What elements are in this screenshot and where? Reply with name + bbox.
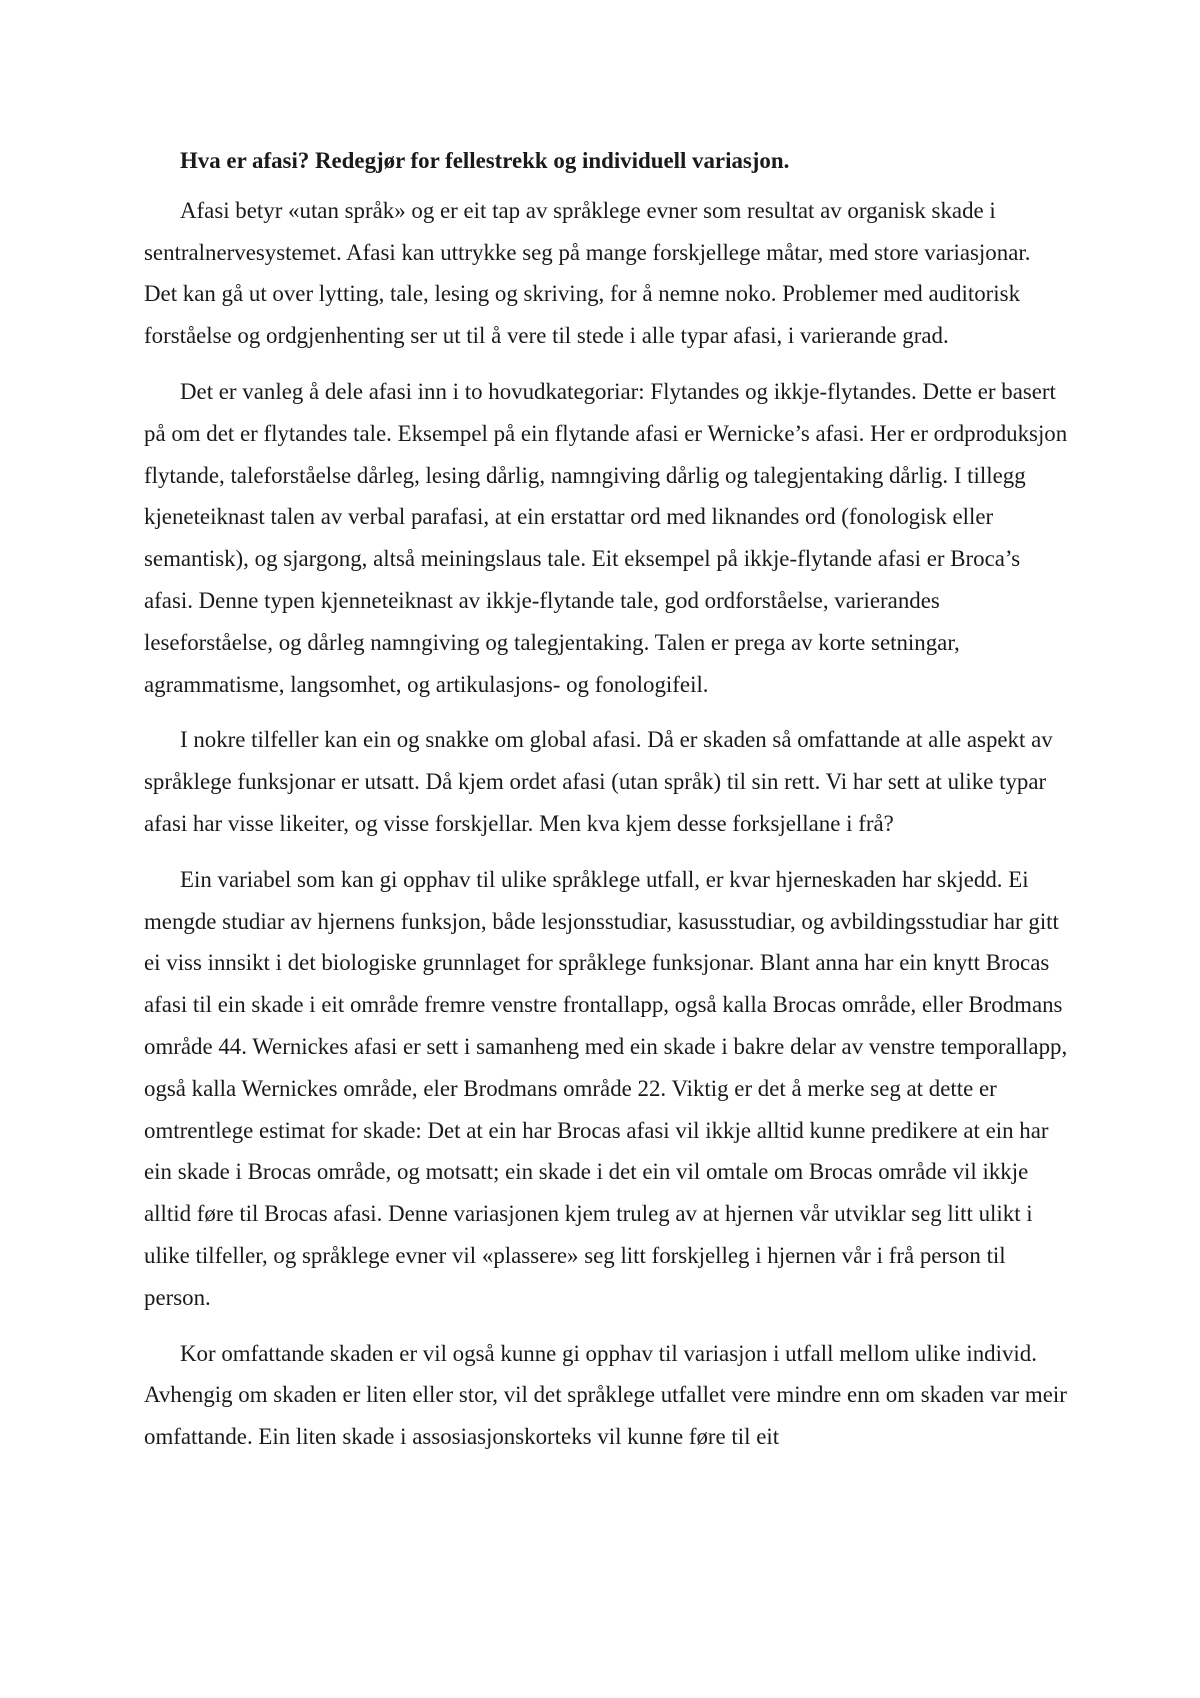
document-title: Hva er afasi? Redegjør for fellestrekk og individuell variasjon. — [180, 148, 790, 173]
paragraph-global-aphasia: I nokre tilfeller kan ein og snakke om global afasi. Då er skaden så omfattande at alle aspekt av språklege funksjonar er utsatt. Då kjem ordet afasi (utan språk) til sin rett. Vi har sett at ulike typar afasi har visse likeiter, og visse forskjellar. Men kva kjem desse forksjellane i frå? — [144, 727, 1053, 836]
paragraph-lesion-location: Ein variabel som kan gi opphav til ulike språklege utfall, er kvar hjerneskaden har skjedd. Ei mengde studiar av hjernens funksjon, både lesjonsstudiar, kasusstudiar, og avbildingsstudiar har gitt ei viss innsikt i det biologiske grunnlaget for språklege funksjonar. Blant anna har ein knytt Brocas afasi til ein skade i eit område fremre venstre frontallapp, også kalla Brocas område, eller Brodmans område 44. Wernickes afasi er sett i samanheng med ein skade i bakre delar av venstre temporallapp, også kalla Wernickes område, eler Brodmans område 22. Viktig er det å merke seg at dette er omtrentlege estimat for skade: Det at ein har Brocas afasi vil ikkje alltid kunne predikere at ein har ein skade i Brocas område, og motsatt; ein skade i det ein vil omtale om Brocas område vil ikkje alltid føre til Brocas afasi. Denne variasjonen kjem truleg av at hjernen vår utviklar seg litt ulikt i ulike tilfeller, og språklege evner vil «plassere» seg litt forskjelleg i hjernen vår i frå person til person. — [144, 866, 1068, 1310]
paragraph-definition: Afasi betyr «utan språk» og er eit tap av språklege evner som resultat av organisk skade i sentralnervesystemet. Afasi kan uttrykke seg på mange forskjellege måtar, med store variasjonar. Det kan gå ut over lytting, tale, lesing og skriving, for å nemne noko. Problemer med auditorisk forståelse og ordgjenhenting ser ut til å vere til stede i alle typar afasi, i varierande grad. — [144, 197, 1031, 349]
document-body — [144, 140, 1069, 1472]
paragraph-lesion-extent: Kor omfattande skaden er vil også kunne gi opphav til variasjon i utfall mellom ulike individ. Avhengig om skaden er liten eller stor, vil det språklege utfallet vere mindre enn om skaden var meir omfattande. Ein liten skade i assosiasjonskorteks vil kunne føre til eit — [144, 1340, 1067, 1450]
paragraph-categories: Det er vanleg å dele afasi inn i to hovudkategoriar: Flytandes og ikkje-flytandes. Dette er basert på om det er flytandes tale. Eksempel på ein flytande afasi er Wernicke’s afasi. Her er ordproduksjon flytande, taleforståelse dårleg, lesing dårlig, namngiving dårlig og talegjentaking dårlig. I tillegg kjeneteiknast talen av verbal parafasi, at ein erstattar ord med liknandes ord (fonologisk eller semantisk), og sjargong, altså meiningslaus tale. Eit eksempel på ikkje-flytande afasi er Broca’s afasi. Denne typen kjenneteiknast av ikkje-flytande tale, god ordforståelse, varierandes leseforståelse, og dårleg namngiving og talegjentaking. Talen er prega av korte setningar, agrammatisme, langsomhet, og artikulasjons- og fonologifeil. — [144, 378, 1068, 697]
